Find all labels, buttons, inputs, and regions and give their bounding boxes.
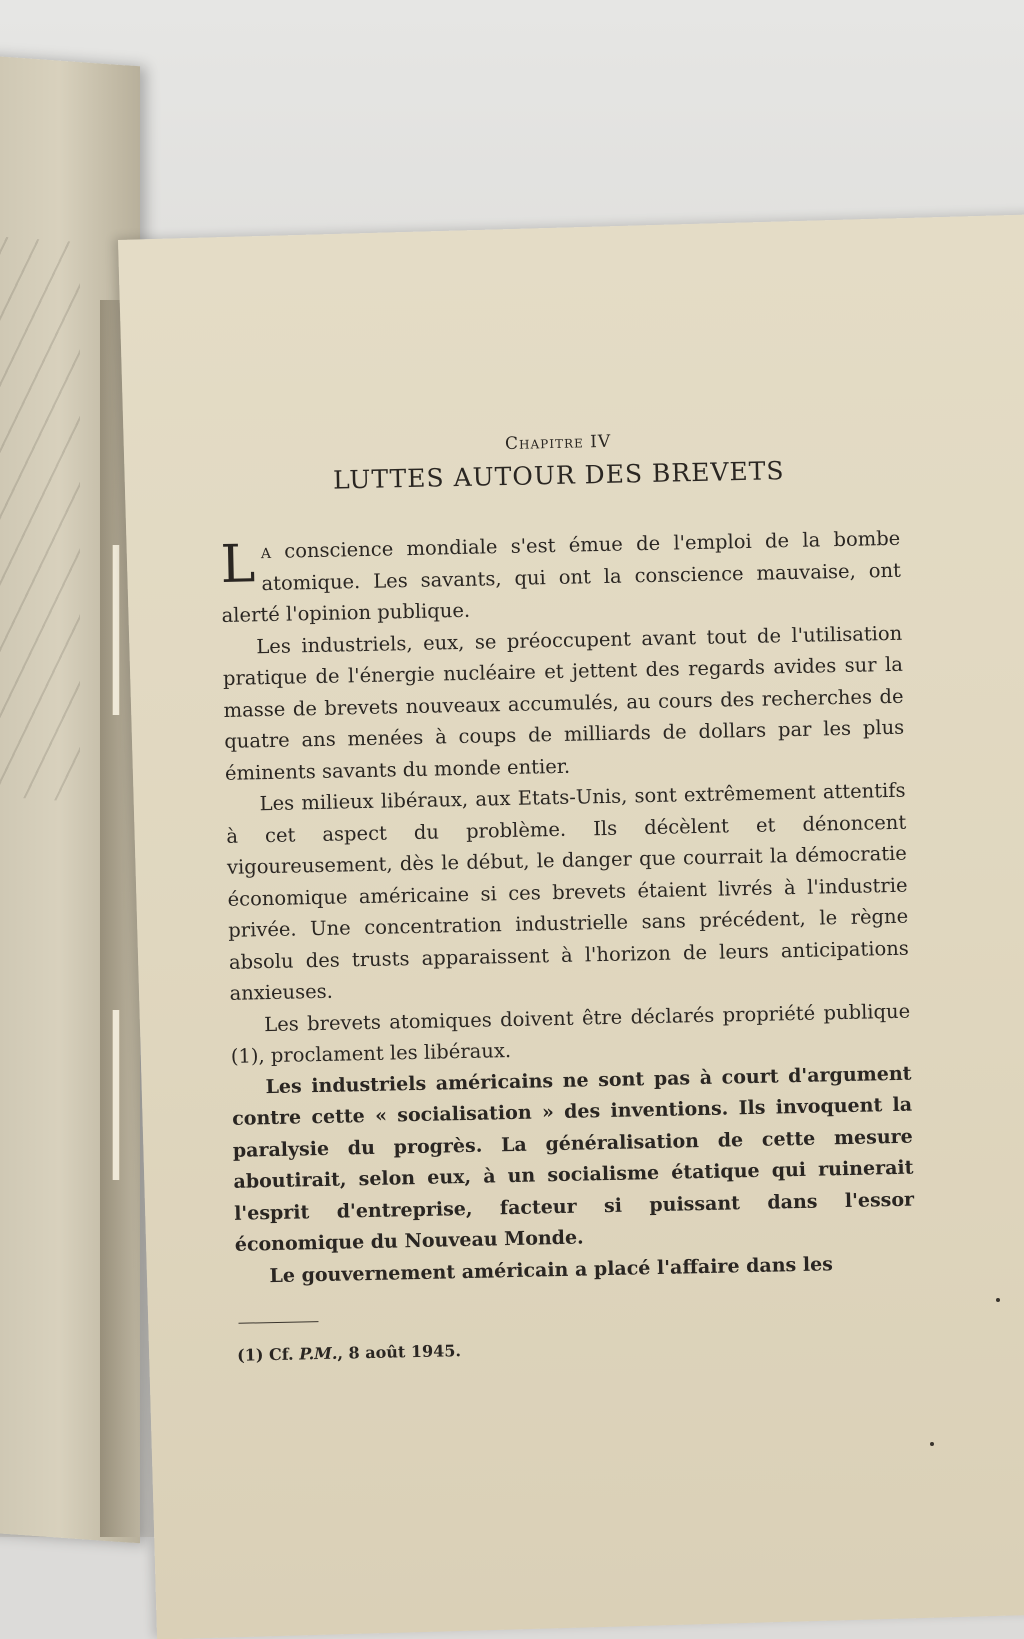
left-page-text-bleed	[0, 234, 80, 802]
paragraph-4: Les brevets atomiques doivent être déclarés propriété publique (1), proclament les libéraux.	[230, 999, 911, 1068]
ink-speck	[996, 1298, 1000, 1302]
footnote-marker: (1) Cf.	[236, 1344, 294, 1365]
drop-cap: L	[219, 534, 256, 595]
drop-cap-lead: a	[260, 539, 272, 564]
chapter-title: LUTTES AUTOUR DES BREVETS	[332, 456, 785, 495]
page-content	[218, 426, 917, 1365]
chapter-label: Chapitre IV	[504, 431, 612, 454]
paragraph-3: Les milieux libéraux, aux Etats-Unis, sont extrêmement attentifs à cet aspect du problème. Ils décèlent et dénoncent vigoureusement, dès le début, le danger que courrait la démocratie économique américaine si ces brevets étaient livrés à l'industrie privée. Une concentration industrielle sans précédent, le règne absolu des trusts apparaissent à l'horizon de leurs anticipations anxieuses.	[226, 778, 910, 1005]
paragraph-2: Les industriels, eux, se préoccupent avant tout de l'utilisation pratique de l'énergie nucléaire et jettent des regards avides sur la masse de brevets nouveaux accumulés, au cours des recherches de quatre ans menées à coups de milliards de dollars par les plus éminents savants du monde entier.	[222, 621, 905, 785]
ink-speck	[930, 1442, 934, 1446]
paragraph-6: Le gouvernement américain a placé l'affaire dans les	[269, 1252, 834, 1287]
paragraph-1	[220, 523, 902, 632]
footnote-source: P.M.	[299, 1343, 338, 1364]
paragraph-1-text: conscience mondiale s'est émue de l'emploi de la bombe atomique. Les savants, qui ont la conscience mauvaise, ont alerté l'opinion publique.	[221, 526, 902, 627]
binding-thread	[112, 1010, 120, 1180]
footnote-date: , 8 août 1945.	[337, 1341, 462, 1363]
paragraph-5: Les industriels américains ne sont pas à court d'argument contre cette « socialisation » des inventions. Ils invoquent la paralysie du progrès. La généralisation de cette mesure aboutirait, selon eux, à un socialisme étatique qui ruinerait l'esprit d'entreprise, facteur si puissant dans l'essor économique du Nouveau Monde.	[231, 1062, 915, 1256]
binding-thread	[112, 545, 120, 715]
footnote-rule	[238, 1321, 318, 1324]
